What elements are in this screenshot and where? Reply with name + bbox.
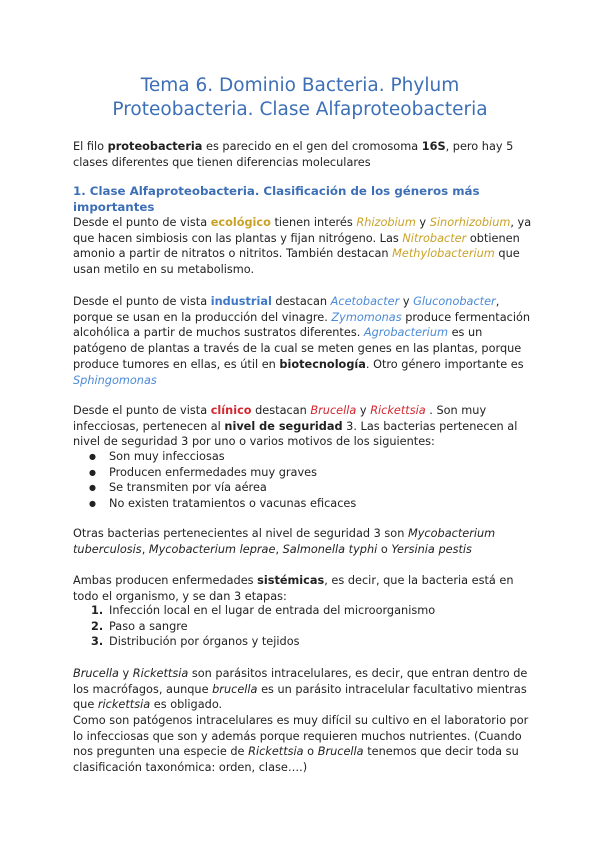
list-item xyxy=(73,634,513,650)
list-text: Distribución por órganos y tejidos xyxy=(109,635,300,649)
text: , xyxy=(275,542,283,556)
genus-brucella: Brucella xyxy=(310,404,357,417)
text: El filo xyxy=(73,140,108,153)
text: o xyxy=(303,745,318,759)
text: destacan xyxy=(251,404,311,417)
genus-rickettsia-lower: rickettsia xyxy=(97,698,151,712)
species-m-leprae: Mycobacterium leprae xyxy=(148,542,276,556)
text: y xyxy=(399,295,414,308)
genus-rickettsia: Rickettsia xyxy=(132,667,189,680)
species-s-typhi: Salmonella typhi xyxy=(282,542,378,556)
page-title xyxy=(60,74,540,122)
genus-rickettsia: Rickettsia xyxy=(370,404,426,417)
keyword-industrial: industrial xyxy=(210,295,272,308)
genus-agrobacterium: Agrobacterium xyxy=(363,326,448,340)
text: produce fermentación alcohólica a partir de muchos sustratos diferentes. xyxy=(73,310,531,340)
species-y-pestis: Yersinia pestis xyxy=(391,542,472,556)
clinical-paragraph xyxy=(73,403,533,450)
cultivation-paragraph xyxy=(73,713,533,776)
text: , es decir, que la bacteria está en todo el organismo, y se dan 3 etapas: xyxy=(73,574,514,603)
systemic-paragraph xyxy=(73,573,533,604)
text: es un parásito intracelular facultativo mientras que xyxy=(73,682,527,712)
intro-paragraph xyxy=(73,139,533,170)
list-item: ● No existen tratamientos o vacunas eficaces xyxy=(73,496,513,512)
text: . Son muy infecciosas, pertenecen al xyxy=(73,404,487,433)
term-biotecnologia: biotecnología xyxy=(279,357,366,371)
text: Desde el punto de vista xyxy=(73,216,211,229)
list-number: 2. xyxy=(91,619,104,633)
industrial-paragraph xyxy=(73,294,533,388)
genus-sinorhizobium: Sinorhizobium xyxy=(429,216,511,229)
list-item: ● Se transmiten por vía aérea xyxy=(73,480,513,496)
text: es obligado. xyxy=(150,698,223,712)
genus-gluconobacter: Gluconobacter xyxy=(413,295,496,308)
text: Ambas producen enfermedades xyxy=(73,574,258,587)
term-nivel-seguridad: nivel de seguridad xyxy=(224,419,343,433)
list-item: ● Producen enfermedades muy graves xyxy=(73,465,513,481)
genus-zymomonas: Zymomonas xyxy=(331,310,402,324)
list-text: Infección local en el lugar de entrada del microorganismo xyxy=(109,604,436,617)
text: , porque se usan en la producción del vinagre. xyxy=(73,295,500,324)
genus-rhizobium: Rhizobium xyxy=(356,216,416,229)
text: , xyxy=(141,542,149,556)
other-bacteria-paragraph xyxy=(73,526,533,557)
title-line-1: Tema 6. Dominio Bacteria. Phylum xyxy=(140,75,460,96)
list-number: 3. xyxy=(91,635,104,649)
text: obtienen amonio a partir de nitratos o nitritos. También destacan xyxy=(73,231,520,261)
genus-rickettsia: Rickettsia xyxy=(248,745,304,759)
keyword-clinico: clínico xyxy=(210,404,252,417)
text: tienen interés xyxy=(270,216,357,229)
stages-list xyxy=(73,603,513,650)
text: y xyxy=(118,667,133,680)
ecological-paragraph xyxy=(73,215,533,278)
text: Desde el punto de vista xyxy=(73,295,211,308)
list-item: ● Son muy infecciosas xyxy=(73,449,513,465)
section-heading: 1. Clase Alfaproteobacteria. Clasificación de los géneros más importantes xyxy=(73,184,480,214)
text: , pero hay 5 clases diferentes que tienen diferencias moleculares xyxy=(73,140,514,169)
term-sistemicas: sistémicas xyxy=(257,574,325,587)
genus-brucella: Brucella xyxy=(73,667,119,680)
genus-brucella: Brucella xyxy=(317,745,364,759)
text: es parecido en el gen del cromosoma xyxy=(202,140,422,153)
genus-methylobacterium: Methylobacterium xyxy=(392,247,495,261)
text: es un patógeno de plantas a través de la cual se meten genes en las plantas, porque produce tumores en ellas, es útil en xyxy=(73,326,522,371)
genus-nitrobacter: Nitrobacter xyxy=(402,231,467,245)
text: . Otro género importante es xyxy=(365,357,524,371)
text: Como son patógenos intracelulares es muy difícil su cultivo en el laboratorio por lo infecciosas que son y además porque requieren muchos nutrientes. (Cuando nos pregunten una especie de xyxy=(73,714,529,759)
title-line-2: Proteobacteria. Clase Alfaproteobacteria xyxy=(112,99,488,120)
text: 3. Las bacterias pertenecen al nivel de seguridad 3 por uno o varios motivos de los siguientes: xyxy=(73,419,518,449)
list-number: 1. xyxy=(91,604,104,617)
list-item xyxy=(73,619,513,635)
text: son parásitos intracelulares, es decir, que entran dentro de los macrófagos, aunque xyxy=(73,667,528,696)
text: Desde el punto de vista xyxy=(73,404,211,417)
list-item xyxy=(73,603,513,619)
intracellular-paragraph xyxy=(73,666,533,713)
term-proteobacteria: proteobacteria xyxy=(107,140,203,153)
text: que usan metilo en su metabolismo. xyxy=(73,247,520,277)
security-reasons-list xyxy=(73,449,513,512)
genus-brucella-lower: brucella xyxy=(212,682,258,696)
genus-acetobacter: Acetobacter xyxy=(330,295,400,308)
keyword-ecologico: ecológico xyxy=(210,216,271,229)
text: y xyxy=(415,216,430,229)
genus-sphingomonas: Sphingomonas xyxy=(73,373,157,387)
text: tenemos que decir toda su clasificación taxonómica: orden, clase….) xyxy=(73,745,519,775)
term-16s: 16S xyxy=(421,140,446,153)
text: Otras bacterias pertenecientes al nivel de seguridad 3 son xyxy=(73,527,408,540)
text: destacan xyxy=(271,295,331,308)
text: o xyxy=(377,542,392,556)
text: y xyxy=(356,404,371,417)
species-m-tuberculosis: Mycobacterium tuberculosis xyxy=(73,527,496,556)
list-text: Paso a sangre xyxy=(109,619,188,633)
text: , ya que hacen simbiosis con las plantas y fijan nitrógeno. Las xyxy=(73,216,532,245)
